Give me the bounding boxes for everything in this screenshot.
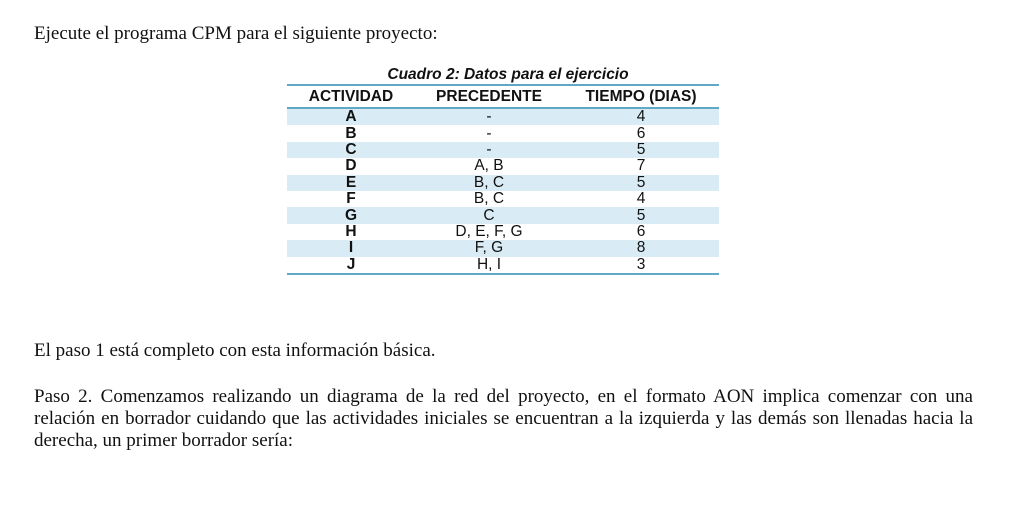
cell-precedente: D, E, F, G (455, 222, 523, 240)
table-row (287, 108, 719, 125)
table-row (287, 257, 719, 274)
cell-precedente: A, B (474, 157, 504, 175)
data-table-section (287, 66, 719, 275)
header-actividad: ACTIVIDAD (308, 88, 394, 105)
cell-precedente: - (486, 108, 492, 126)
table-row (287, 125, 719, 141)
cell-tiempo: 6 (636, 124, 646, 142)
cell-actividad: B (345, 124, 357, 142)
table-row (287, 158, 719, 174)
table-row (287, 207, 719, 223)
cell-actividad: J (346, 255, 356, 273)
paragraph-paso-2: Paso 2. Comenzamos realizando un diagrama de la red del proyecto, en el formato AON implica comenzar con una relación en borrador cuidando que las actividades iniciales se encuentran a la izquierda y las demás son llenadas hacia la derecha, un primer borrador sería: (34, 386, 973, 451)
cell-tiempo: 3 (636, 255, 646, 273)
cell-actividad: A (345, 108, 357, 126)
cell-tiempo: 7 (636, 157, 646, 175)
cell-actividad: G (344, 206, 358, 224)
table-header-row (287, 85, 719, 108)
table-row (287, 224, 719, 240)
header-precedente: PRECEDENTE (436, 88, 542, 105)
table-row (287, 240, 719, 256)
cell-actividad: E (345, 173, 357, 191)
cell-actividad: D (345, 157, 357, 175)
table-row (287, 142, 719, 158)
activities-table (287, 84, 719, 275)
cell-tiempo: 4 (636, 108, 646, 126)
table-caption: Cuadro 2: Datos para el ejercicio (387, 66, 629, 83)
cell-precedente: H, I (476, 255, 502, 273)
cell-actividad: F (346, 190, 356, 208)
cell-tiempo: 6 (636, 222, 646, 240)
table-row (287, 191, 719, 207)
cell-tiempo: 8 (636, 239, 646, 257)
cell-tiempo: 5 (636, 173, 646, 191)
cell-precedente: - (486, 140, 492, 158)
cell-precedente: F, G (474, 239, 504, 257)
cell-precedente: B, C (473, 173, 505, 191)
cell-tiempo: 4 (636, 190, 646, 208)
paragraph-paso-1: El paso 1 está completo con esta información básica. (34, 340, 436, 361)
header-tiempo: TIEMPO (DIAS) (585, 88, 697, 105)
cell-precedente: - (486, 124, 492, 142)
intro-text: Ejecute el programa CPM para el siguiente proyecto: (34, 23, 438, 44)
cell-precedente: C (483, 206, 495, 224)
cell-precedente: B, C (473, 190, 505, 208)
table-row (287, 175, 719, 191)
cell-actividad: I (348, 239, 354, 257)
cell-actividad: C (345, 140, 357, 158)
cell-tiempo: 5 (636, 140, 646, 158)
cell-actividad: H (345, 222, 357, 240)
cell-tiempo: 5 (636, 206, 646, 224)
